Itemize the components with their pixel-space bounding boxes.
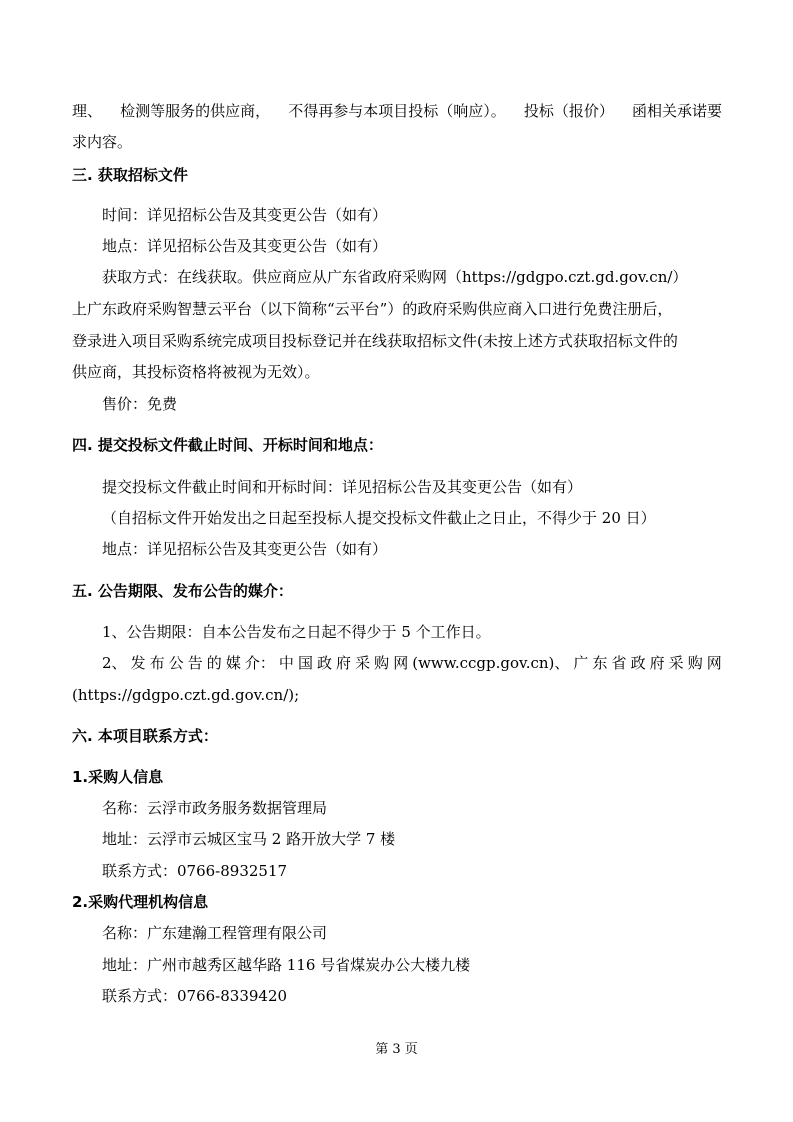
paragraph-line (72, 101, 722, 121)
text-segment: 采 (355, 654, 371, 672)
text-segment: 不得再参与本项目投标（响应）。 (288, 102, 506, 120)
text-segment: 国 (297, 654, 313, 672)
text-segment: (www.ccgp.gov.cn)、 (412, 654, 570, 672)
text-segment: 府 (336, 654, 352, 672)
notice-period-line: 1、公告期限：自本公告发布之日起不得少于 5 个工作日。 (102, 623, 491, 641)
deadline-line: 提交投标文件截止时间和开标时间：详见招标公告及其变更公告（如有） (102, 478, 583, 496)
text-segment: 函相关承诺要 (631, 102, 722, 120)
text-segment: 购 (374, 654, 390, 672)
sub-heading: 2.采购代理机构信息 (72, 893, 209, 911)
section-heading: 五. 公告期限、发布公告的媒介： (72, 582, 293, 600)
text-segment: 介： (244, 654, 275, 672)
text-segment: 网 (706, 654, 722, 672)
method-line: 获取方式：在线获取。供应商应从广东省政府采购网（https://gdgpo.czt.gd.gov.cn/） (102, 268, 688, 286)
text-segment: 发 (130, 654, 146, 672)
text-segment: 政 (317, 654, 333, 672)
agent-contact: 联系方式：0766-8339420 (102, 987, 288, 1005)
time-line: 时间：详见招标公告及其变更公告（如有） (102, 206, 388, 224)
section-heading: 四. 提交投标文件截止时间、开标时间和地点： (72, 436, 383, 454)
place-line: 地点：详见招标公告及其变更公告（如有） (102, 237, 388, 255)
sub-heading: 1.采购人信息 (72, 768, 164, 786)
text-segment: 理、 (72, 102, 103, 120)
text-segment: 投标（报价） (523, 102, 614, 120)
text-segment: 东 (592, 654, 608, 672)
text-segment: 告 (187, 654, 203, 672)
text-segment: 采 (668, 654, 684, 672)
purchaser-address: 地址：云浮市云城区宝马 2 路开放大学 7 楼 (102, 830, 396, 848)
method-line: 供应商，其投标资格将被视为无效）。 (72, 363, 320, 381)
agent-name: 名称：广东建瀚工程管理有限公司 (102, 924, 328, 942)
text-segment: 2、 (102, 654, 127, 672)
price-line: 售价：免费 (102, 395, 178, 413)
text-segment: 布 (149, 654, 165, 672)
text-segment: 府 (649, 654, 665, 672)
text-segment: 广 (573, 654, 589, 672)
page-number: 第 3 页 (375, 1042, 418, 1057)
media-line: (https://gdgpo.czt.gd.gov.cn/); (72, 686, 300, 704)
media-line (102, 653, 722, 673)
text-segment: 中 (278, 654, 294, 672)
text-segment: 网 (393, 654, 409, 672)
text-segment: 省 (611, 654, 627, 672)
text-segment: 的 (206, 654, 222, 672)
section-heading: 六. 本项目联系方式： (72, 727, 218, 745)
purchaser-contact: 联系方式：0766-8932517 (102, 862, 288, 880)
note-line: （自招标文件开始发出之日起至投标人提交投标文件截止之日止，不得少于 20 日） (102, 509, 656, 527)
text-segment: 政 (630, 654, 646, 672)
purchaser-name: 名称：云浮市政务服务数据管理局 (102, 799, 328, 817)
method-line: 上广东政府采购智慧云平台（以下简称“云平台”）的政府采购供应商入口进行免费注册后， (72, 300, 673, 318)
text-segment: 检测等服务的供应商， (120, 102, 271, 120)
section-heading: 三. 获取招标文件 (72, 166, 188, 184)
method-line: 登录进入项目采购系统完成项目投标登记并在线获取招标文件(未按上述方式获取招标文件的 (72, 332, 678, 350)
text-segment: 媒 (225, 654, 241, 672)
place-line: 地点：详见招标公告及其变更公告（如有） (102, 540, 388, 558)
text-segment: 购 (687, 654, 703, 672)
agent-address: 地址：广州市越秀区越华路 116 号省煤炭办公大楼九楼 (102, 956, 471, 974)
text-segment: 公 (168, 654, 184, 672)
paragraph-line: 求内容。 (72, 133, 133, 151)
